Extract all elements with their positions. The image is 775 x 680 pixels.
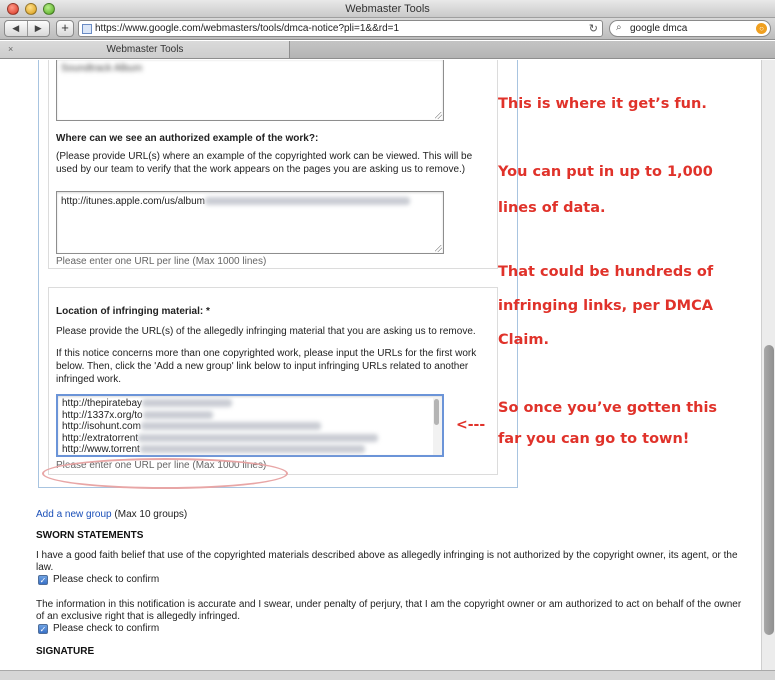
annotation-line-7: So once you’ve gotten this — [498, 400, 718, 416]
address-url[interactable]: https://www.google.com/webmasters/tools/dmca-notice?pli=1&&rd=1 — [95, 23, 400, 34]
confirm-row-2 — [38, 623, 159, 634]
page-content — [0, 60, 761, 670]
address-bar[interactable] — [78, 20, 603, 37]
example-url-textarea[interactable] — [56, 191, 444, 254]
browser-toolbar — [0, 18, 775, 40]
textarea-scrollbar[interactable] — [433, 397, 441, 455]
search-query[interactable]: google dmca — [630, 23, 688, 34]
page-scroll-thumb[interactable] — [764, 345, 774, 635]
infringing-help-1: Please provide the URL(s) of the allegedly infringing material that you are asking us to remove. — [56, 326, 476, 337]
confirm-checkbox-1[interactable]: ✓ — [39, 576, 47, 585]
list-item: http://thepiratebay — [62, 398, 378, 410]
add-group-note: (Max 10 groups) — [114, 509, 188, 520]
window-titlebar — [0, 0, 775, 18]
list-item: http://isohunt.com — [62, 421, 378, 433]
infringing-help-2: If this notice concerns more than one copyrighted work, please input the URLs for the first work below. Then, click the 'Add a new group' link below to input infringing URLs related to another infringed work. — [56, 348, 477, 385]
annotation-arrow: <--- — [456, 417, 486, 433]
add-bookmark-button[interactable]: + — [56, 20, 74, 37]
infringing-urls-list — [62, 398, 378, 456]
annotation-line-3: lines of data. — [498, 200, 606, 216]
tab-webmaster-tools[interactable] — [0, 41, 290, 58]
annotation-line-6: Claim. — [498, 332, 549, 348]
search-field[interactable] — [609, 20, 771, 37]
sworn-statements-title: SWORN STATEMENTS — [36, 530, 144, 541]
highlight-ellipse — [42, 458, 288, 489]
work-description-textarea[interactable] — [56, 60, 444, 121]
annotation-line-5: infringing links, per DMCA — [498, 298, 713, 314]
example-help: (Please provide URL(s) where an example of the copyrighted work can be viewed. This will be used by our team to verify that the work appears on the pages you are asking us to remove.) — [56, 151, 473, 175]
forward-button[interactable]: ▶ — [27, 21, 50, 36]
example-url-text: http://itunes.apple.com/us/album — [61, 196, 410, 207]
confirm-label-2: Please check to confirm — [53, 623, 160, 634]
confirm-label-1: Please check to confirm — [53, 574, 160, 585]
example-url-hint: Please enter one URL per line (Max 1000 lines) — [56, 256, 267, 267]
reload-icon[interactable]: ↻ — [588, 23, 598, 35]
add-group-row — [36, 509, 187, 520]
tab-bar — [0, 41, 775, 59]
window-title: Webmaster Tools — [345, 3, 430, 15]
add-new-group-link[interactable]: Add a new group — [36, 509, 112, 520]
annotation-line-4: That could be hundreds of — [498, 264, 714, 280]
infringing-material-box — [48, 287, 498, 475]
sworn-statement-1: I have a good faith belief that use of the copyrighted materials described above as allegedly infringing is not authorized by the copyright owner, its agent, or the law. — [36, 550, 738, 573]
infringing-label: Location of infringing material: * — [56, 306, 210, 317]
status-bar — [0, 670, 775, 680]
annotation-line-1: This is where it get’s fun. — [498, 96, 707, 112]
confirm-checkbox-2[interactable]: ✓ — [39, 625, 47, 634]
dmca-form-group — [38, 60, 518, 488]
example-label: Where can we see an authorized example of the work?: — [56, 133, 319, 144]
resize-grip-icon[interactable] — [435, 112, 442, 119]
list-item: http://extratorrent — [62, 433, 378, 445]
work-description-text: Soundtrack Album — [61, 63, 143, 74]
page-scrollbar[interactable] — [761, 60, 775, 670]
search-go-icon[interactable]: ○ — [756, 23, 767, 34]
magnifier-icon: ⌕ — [616, 22, 622, 33]
textarea-scroll-thumb[interactable] — [434, 399, 439, 425]
annotation-line-2: You can put in up to 1,000 — [498, 164, 713, 180]
tab-close-icon[interactable]: × — [8, 44, 14, 54]
site-favicon-icon — [82, 24, 92, 34]
resize-grip-icon[interactable] — [435, 245, 442, 252]
back-button[interactable]: ◀ — [12, 23, 20, 33]
infringing-urls-textarea[interactable] — [56, 394, 444, 457]
nav-buttons — [4, 20, 50, 37]
list-item: http://www.torrent — [62, 444, 378, 456]
sworn-statement-2: The information in this notification is accurate and I swear, under penalty of perjury, that I am the copyright owner or am authorized to act on behalf of the owner of an exclusive right that is allegedly infringed. — [36, 599, 742, 622]
infringing-url-hint: Please enter one URL per line (Max 1000 lines) — [56, 460, 267, 471]
list-item: http://1337x.org/to — [62, 410, 378, 422]
confirm-row-1 — [38, 574, 159, 585]
work-details-box — [48, 60, 498, 269]
annotation-line-8: far you can go to town! — [498, 431, 690, 447]
signature-title: SIGNATURE — [36, 646, 95, 657]
tab-label: Webmaster Tools — [106, 44, 184, 55]
